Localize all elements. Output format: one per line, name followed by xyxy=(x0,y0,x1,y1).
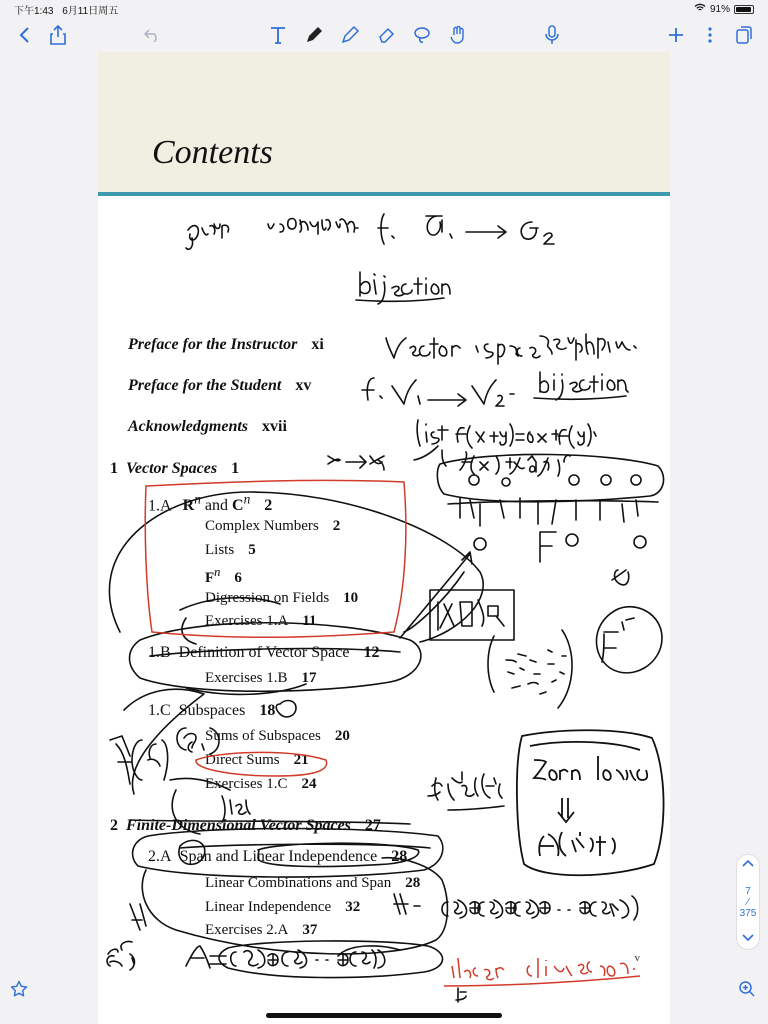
section-page: 28 xyxy=(391,848,408,865)
toc-section-1b[interactable] xyxy=(148,644,379,662)
page-indicator xyxy=(740,886,757,919)
wifi-icon xyxy=(694,3,706,15)
chapter-page: 27 xyxy=(364,817,381,834)
plus-icon[interactable] xyxy=(662,21,690,49)
toc-item[interactable] xyxy=(205,875,420,892)
status-bar xyxy=(0,0,768,18)
toc-item-exp: n xyxy=(214,565,221,579)
toc-item-label: Exercises 1.C xyxy=(205,776,288,792)
toc-item[interactable] xyxy=(205,922,317,939)
toc-item[interactable] xyxy=(205,670,316,687)
section-page: 2 xyxy=(264,497,273,515)
section-number: 1.A xyxy=(148,497,171,515)
toc-item-page: 32 xyxy=(345,899,361,915)
page-divider: ⁄ xyxy=(747,896,749,908)
toc-item-page: 28 xyxy=(405,875,421,891)
section-number: 1.B xyxy=(148,644,171,661)
toc-item-page: 10 xyxy=(343,590,359,606)
section-title: Span and Linear Independence xyxy=(179,848,378,865)
section-title: Subspaces xyxy=(178,702,246,719)
toc-item[interactable] xyxy=(205,542,256,559)
contents-header xyxy=(98,52,670,192)
pages-icon[interactable] xyxy=(730,21,758,49)
undo-icon[interactable] xyxy=(138,21,166,49)
toc-item-page: 11 xyxy=(302,613,317,629)
toc-title: Preface for the Student xyxy=(128,377,282,394)
toc-item-page: 17 xyxy=(301,670,317,686)
toc-title: Preface for the Instructor xyxy=(128,336,298,353)
section-title: Definition of Vector Space xyxy=(178,644,350,661)
share-icon[interactable] xyxy=(44,21,72,49)
toc-item[interactable] xyxy=(205,899,360,916)
toc-item-label: Exercises 1.A xyxy=(205,613,289,629)
toc-chapter-2[interactable] xyxy=(110,817,381,835)
toc-section-1a[interactable] xyxy=(148,492,272,515)
lasso-icon[interactable] xyxy=(408,21,436,49)
pen-icon[interactable] xyxy=(300,21,328,49)
microphone-icon[interactable] xyxy=(538,21,566,49)
title-c: C xyxy=(232,497,244,515)
header-rule xyxy=(98,192,670,196)
toc-item[interactable] xyxy=(205,590,358,607)
hand-icon[interactable] xyxy=(444,21,472,49)
toc-page: xi xyxy=(311,336,324,353)
eraser-icon[interactable] xyxy=(372,21,400,49)
toc-front-matter-instructor[interactable] xyxy=(128,336,324,354)
battery-percent: 91% xyxy=(709,3,730,15)
toc-item-page: 2 xyxy=(332,518,341,534)
chapter-number: 2 xyxy=(110,817,118,834)
toc-item-label: Linear Independence xyxy=(205,899,332,915)
status-time: 下午1:43 xyxy=(14,5,54,17)
page-scroller[interactable] xyxy=(736,854,760,950)
chapter-title: Finite-Dimensional Vector Spaces xyxy=(126,817,351,834)
title-c-exp: n xyxy=(243,492,251,507)
toc-item-label: Exercises 2.A xyxy=(205,922,289,938)
current-page: 7 xyxy=(745,885,751,897)
chevron-left-icon[interactable] xyxy=(10,21,38,49)
toc-item-page: 6 xyxy=(234,570,242,586)
section-number: 2.A xyxy=(148,848,172,865)
star-icon[interactable] xyxy=(10,980,28,1003)
toc-front-matter-student[interactable] xyxy=(128,377,311,395)
toc-item-page: 24 xyxy=(301,776,317,792)
more-icon[interactable] xyxy=(696,21,724,49)
title-r-exp: n xyxy=(194,492,201,507)
toc-item-page: 37 xyxy=(302,922,318,938)
toc-item-label: Exercises 1.B xyxy=(205,670,288,686)
chapter-title: Vector Spaces xyxy=(126,460,218,477)
section-number: 1.C xyxy=(148,702,171,719)
total-pages: 375 xyxy=(739,907,757,919)
toc-item[interactable] xyxy=(205,752,309,769)
section-page: 12 xyxy=(363,644,380,661)
toc-item[interactable] xyxy=(205,728,350,745)
toc-item-page: 5 xyxy=(248,542,256,558)
toolbar xyxy=(0,18,768,52)
title-r: R xyxy=(182,497,195,515)
toc-item-page: 20 xyxy=(334,728,350,744)
chevron-down-icon[interactable] xyxy=(742,934,754,945)
toc-item-page: 21 xyxy=(293,752,309,768)
toc-section-2a[interactable] xyxy=(148,848,407,866)
toc-item[interactable] xyxy=(205,776,316,793)
toc-item-label: Lists xyxy=(205,542,235,558)
home-indicator xyxy=(266,1013,502,1018)
toc-item-label: Complex Numbers xyxy=(205,518,319,534)
status-date: 6月11日周五 xyxy=(62,5,119,17)
toc-section-1c[interactable] xyxy=(148,702,275,720)
title-and: and xyxy=(204,497,229,515)
highlighter-icon[interactable] xyxy=(336,21,364,49)
toc-page: xv xyxy=(295,377,312,394)
zoom-icon[interactable] xyxy=(738,980,756,1003)
section-page: 18 xyxy=(259,702,276,719)
chevron-up-icon[interactable] xyxy=(742,859,754,870)
toc-item[interactable] xyxy=(205,613,317,630)
toc-item[interactable] xyxy=(205,518,340,535)
toc-page: xvii xyxy=(262,418,287,435)
toc-front-matter-acknowledgments[interactable] xyxy=(128,418,287,436)
battery-icon xyxy=(734,5,754,14)
chapter-number: 1 xyxy=(110,460,118,477)
toc-item-label: Linear Combinations and Span xyxy=(205,875,392,891)
toc-chapter-1[interactable] xyxy=(110,460,239,478)
toc-item-label: Sums of Subspaces xyxy=(205,728,321,744)
roman-page-number: v xyxy=(634,952,640,964)
toc-item-label: Digression on Fields xyxy=(205,590,330,606)
toc-item-label: Direct Sums xyxy=(205,752,280,768)
page-title: Contents xyxy=(152,134,273,171)
text-tool-icon[interactable] xyxy=(264,21,292,49)
toc-title: Acknowledgments xyxy=(128,418,249,435)
chapter-page: 1 xyxy=(231,460,240,477)
document-page[interactable] xyxy=(98,52,670,1024)
toc-item-label: F xyxy=(205,570,215,586)
toc-item[interactable] xyxy=(205,565,242,587)
